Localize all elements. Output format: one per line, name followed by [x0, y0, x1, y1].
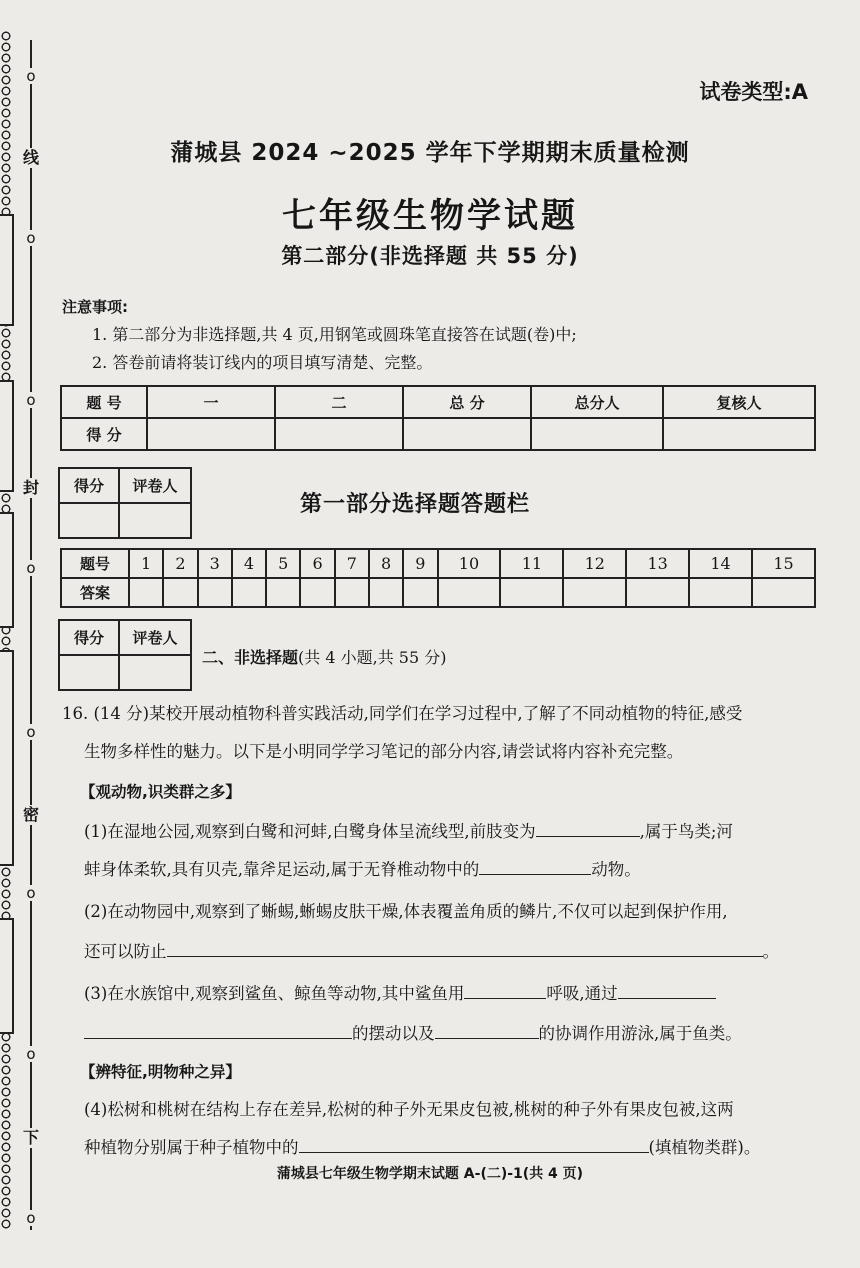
grader-name-cell[interactable] [119, 503, 191, 538]
score-header: 二 [275, 386, 403, 418]
binding-circle: o [23, 68, 39, 84]
score-header: 复核人 [663, 386, 815, 418]
question-number: 4 [232, 549, 266, 578]
q16-part2 [84, 938, 779, 962]
section2-title-rest: (共 4 小题,共 55 分) [298, 648, 447, 667]
score-cell[interactable] [403, 418, 531, 450]
question-number: 15 [752, 549, 815, 578]
binding-char-mi: 密 [22, 805, 39, 824]
paper-type: 试卷类型:A [699, 80, 808, 104]
binding-field-box [0, 512, 14, 628]
binding-char-xian: 线 [22, 148, 39, 167]
binding-field-box [0, 380, 14, 492]
answer-cell[interactable] [563, 578, 626, 607]
q16-text: (3)在水族馆中,观察到鲨鱼、鲸鱼等动物,其中鲨鱼用 [84, 984, 465, 1003]
grader-score-label: 得分 [59, 468, 119, 503]
question-number: 5 [266, 549, 300, 578]
q16-part2: (2)在动物园中,观察到了蜥蜴,蜥蜴皮肤干燥,体表覆盖角质的鳞片,不仅可以起到保护作用, [84, 902, 728, 921]
question-number: 14 [689, 549, 752, 578]
score-row-label: 得 分 [61, 418, 147, 450]
grader-score-label: 得分 [59, 620, 119, 655]
q16-heading-animals: 【观动物,识类群之多】 [80, 783, 241, 801]
section1-title: 第一部分选择题答题栏 [300, 492, 531, 517]
notice-item: 1. 第二部分为非选择题,共 4 页,用钢笔或圆珠笔直接答在试题(卷)中; [92, 325, 577, 344]
answer-blank[interactable] [299, 1138, 649, 1153]
score-cell[interactable] [663, 418, 815, 450]
q16-intro: 16. (14 分)某校开展动植物科普实践活动,同学们在学习过程中,了解了不同动植物的特征,感受 [62, 704, 743, 723]
grader-box [58, 619, 192, 691]
q16-part3 [84, 1020, 742, 1044]
binding-circle: o [23, 392, 39, 408]
answer-blank[interactable] [464, 984, 546, 999]
binding-circle: o [23, 724, 39, 740]
answer-cell[interactable] [689, 578, 752, 607]
answer-blank[interactable] [536, 822, 640, 837]
answer-blank[interactable] [167, 942, 763, 957]
binding-char-xia: 下 [22, 1128, 39, 1147]
answer-blank[interactable] [618, 984, 716, 999]
question-number: 9 [403, 549, 437, 578]
question-number: 11 [500, 549, 563, 578]
question-number: 12 [563, 549, 626, 578]
q16-text: ,属于鸟类;河 [639, 822, 733, 841]
q16-part4 [84, 1134, 760, 1158]
notice-item: 2. 答卷前请将装订线内的项目填写清楚、完整。 [92, 353, 433, 372]
answer-cell[interactable] [369, 578, 403, 607]
grader-score-cell[interactable] [59, 655, 119, 690]
question-number: 2 [163, 549, 197, 578]
notice-heading: 注意事项: [62, 298, 128, 316]
answer-blank[interactable] [84, 1024, 352, 1039]
answer-blank[interactable] [479, 860, 591, 875]
answer-table [60, 548, 816, 608]
score-header: 题 号 [61, 386, 147, 418]
answer-cell[interactable] [129, 578, 163, 607]
answer-cell[interactable] [626, 578, 689, 607]
q16-heading-plants: 【辨特征,明物种之异】 [80, 1063, 241, 1081]
grader-name-cell[interactable] [119, 655, 191, 690]
q16-part3 [84, 980, 716, 1004]
part-title: 第二部分(非选择题 共 55 分) [281, 244, 579, 268]
binding-circle: o [23, 1210, 39, 1226]
question-number: 10 [438, 549, 501, 578]
score-table [60, 385, 816, 451]
score-cell[interactable] [531, 418, 663, 450]
binding-field-box [0, 918, 14, 1034]
grader-name-label: 评卷人 [119, 620, 191, 655]
score-cell[interactable] [147, 418, 275, 450]
answer-cell[interactable] [300, 578, 334, 607]
q16-text: 呼吸,通过 [546, 984, 618, 1003]
binding-field-box [0, 650, 14, 866]
binding-circle: o [23, 1046, 39, 1062]
binding-circle: o [23, 230, 39, 246]
q16-intro: 生物多样性的魅力。以下是小明同学学习笔记的部分内容,请尝试将内容补充完整。 [84, 742, 684, 761]
subject-title: 七年级生物学试题 [282, 196, 578, 236]
answer-cell[interactable] [335, 578, 369, 607]
question-number: 6 [300, 549, 334, 578]
q16-part1 [84, 818, 733, 842]
q16-text: 蚌身体柔软,具有贝壳,靠斧足运动,属于无脊椎动物中的 [84, 860, 480, 879]
q16-text: 的协调作用游泳,属于鱼类。 [538, 1024, 742, 1043]
answer-cell[interactable] [266, 578, 300, 607]
answer-blank[interactable] [435, 1024, 539, 1039]
section2-title [202, 645, 446, 668]
exam-title: 蒲城县 2024 ~2025 学年下学期期末质量检测 [170, 140, 690, 166]
answer-number-label: 题号 [61, 549, 129, 578]
question-number: 8 [369, 549, 403, 578]
page-footer: 蒲城县七年级生物学期末试题 A-(二)-1(共 4 页) [276, 1166, 584, 1182]
q16-text: 。 [762, 942, 779, 961]
score-header: 总分人 [531, 386, 663, 418]
q16-part4: (4)松树和桃树在结构上存在差异,松树的种子外无果皮包被,桃树的种子外有果皮包被,这两 [84, 1100, 734, 1119]
question-number: 3 [198, 549, 232, 578]
q16-text: 动物。 [591, 860, 641, 879]
q16-text: (填植物类群)。 [648, 1138, 761, 1157]
answer-cell[interactable] [163, 578, 197, 607]
q16-text: 种植物分别属于种子植物中的 [84, 1138, 299, 1157]
grader-score-cell[interactable] [59, 503, 119, 538]
answer-row-label: 答案 [61, 578, 129, 607]
answer-cell[interactable] [438, 578, 501, 607]
score-cell[interactable] [275, 418, 403, 450]
binding-circle: o [23, 560, 39, 576]
question-number: 1 [129, 549, 163, 578]
answer-cell[interactable] [232, 578, 266, 607]
q16-text: 还可以防止 [84, 942, 167, 961]
score-header: 一 [147, 386, 275, 418]
score-header: 总 分 [403, 386, 531, 418]
grader-name-label: 评卷人 [119, 468, 191, 503]
q16-text: (1)在湿地公园,观察到白鹭和河蚌,白鹭身体呈流线型,前肢变为 [84, 822, 536, 841]
answer-cell[interactable] [500, 578, 563, 607]
section2-title-bold: 二、非选择题 [202, 648, 299, 667]
binding-char-feng: 封 [22, 478, 39, 497]
question-number: 7 [335, 549, 369, 578]
answer-cell[interactable] [752, 578, 815, 607]
binding-circle: o [23, 885, 39, 901]
answer-cell[interactable] [198, 578, 232, 607]
question-number: 13 [626, 549, 689, 578]
q16-part1 [84, 856, 641, 880]
q16-text: 的摆动以及 [352, 1024, 435, 1043]
grader-box [58, 467, 192, 539]
answer-cell[interactable] [403, 578, 437, 607]
